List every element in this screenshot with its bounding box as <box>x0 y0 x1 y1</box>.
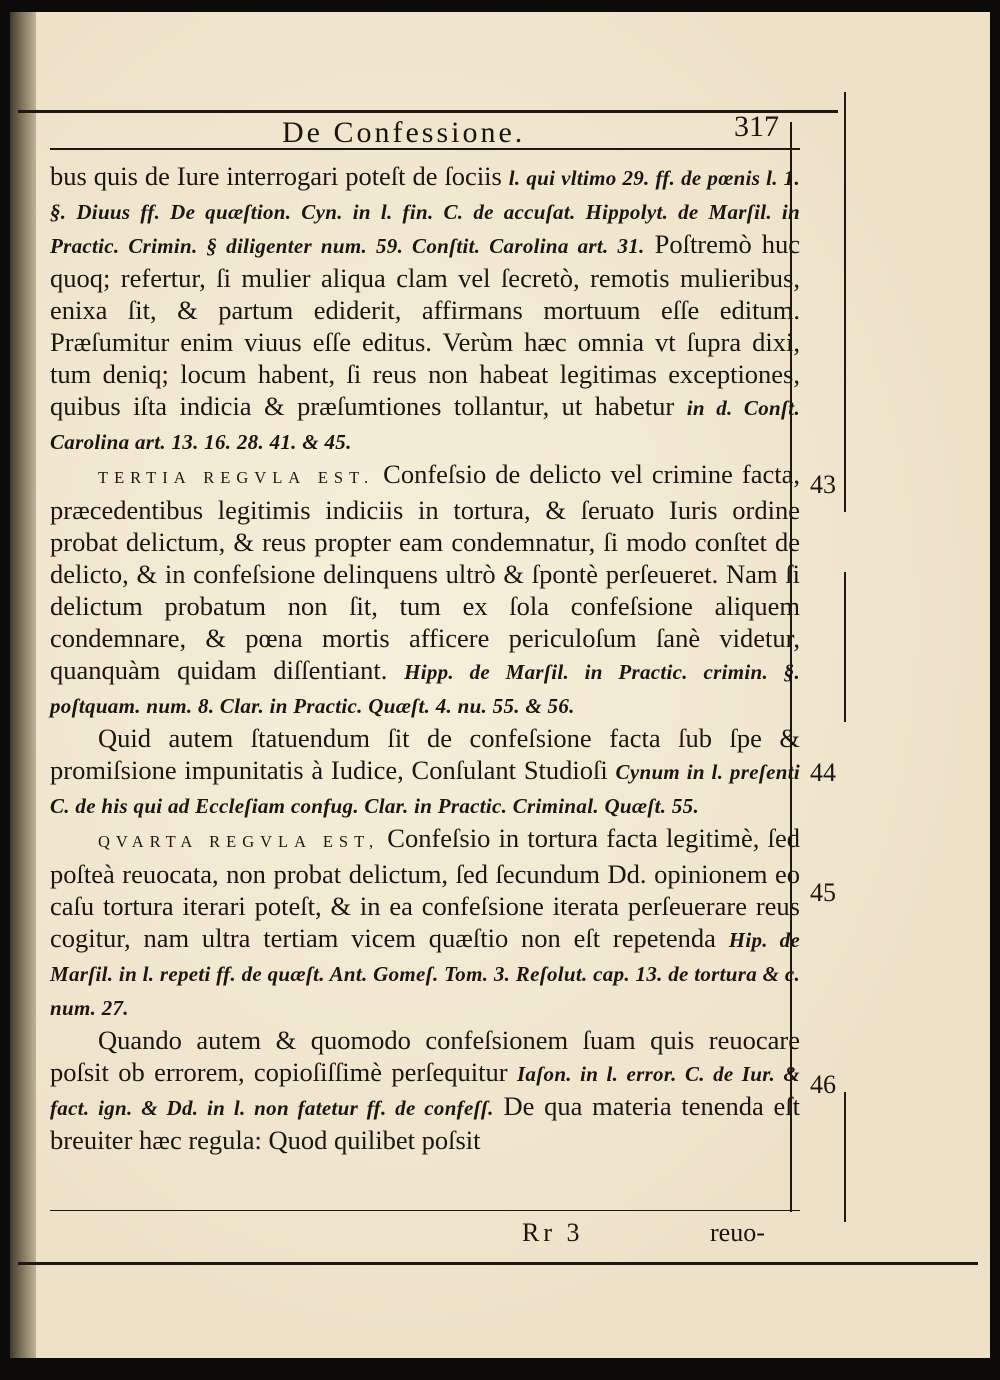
p2-citation: Hipp. de Marſil. in Practic. crimin. §. poſtquam. num. 8. Clar. in Practic. Quæſt. 4. nu. 55. & 56. <box>50 660 800 718</box>
margin-number-45: 45 <box>810 878 836 907</box>
footer-rule-lower <box>18 1262 978 1265</box>
p2-text: Confeſsio de delicto vel crimine facta, præcedentibus legitimis indiciis in tortura, & ſeruato Iuris ordine probat delictum, & reus propter eam condemnatur, ſi modo conſtet de delicto, & in confeſsione delinquens ultrò & ſpontè perſeueret. Nam ſi delictum probatum non ſit, tum ex ſola confeſsione aliquem condemnare, & pœna mortis afficere periculoſum ſanè videtur, quanquàm quidam diſſentiant. <box>50 459 800 685</box>
p4-text: Confeſsio in tortura facta legitimè, ſed poſteà reuocata, non probat delictum, ſed ſecundum Dd. opinionem eo caſu tortura iterari poteſt, & in ea confeſsione iterata perſeuerare reus cogitur, nam ultra tertiam vicem quæſtio non eſt repetenda <box>50 823 800 953</box>
margin-tick <box>844 1092 846 1222</box>
p3-citation: Cynum in l. preſenti C. de his qui ad Eccleſiam confug. Clar. in Practic. Criminal. Quæſt. 55. <box>50 760 800 818</box>
p5-citation: Iaſon. in l. error. C. de Iur. & fact. ign. & Dd. in l. non fatetur ff. de confeſſ. <box>50 1062 801 1120</box>
paragraph-1 <box>50 160 800 458</box>
p5-text: Quando autem & quomodo confeſsionem ſuam quis reuocare poſsit ob errorem, copioſiſſimè perſequitur <box>50 1025 800 1087</box>
paragraph-2 <box>50 458 800 722</box>
rule-heading-3: TERTIA REGVLA EST. <box>98 468 375 487</box>
p1-text-2: Poſtremò huc quoq; refertur, ſi mulier aliqua clam vel ſecretò, remotis mulieribus, enixa ſit, & partum ediderit, affirmans mortuum eſſe editum. Præſumitur enim viuus eſſe editus. Verùm hæc omnia vt ſupra dixi, tum deniq; locum habent, ſi reus non habeat legitimas exceptiones, quibus iſta indicia & præſumtiones tollantur, ut habetur <box>50 229 800 421</box>
p5-text-2: De qua materia tenenda eſt breuiter hæc regula: Quod quilibet poſsit <box>50 1091 801 1155</box>
margin-number-44: 44 <box>810 758 836 787</box>
paragraph-5 <box>50 1024 800 1156</box>
top-rule <box>18 110 838 113</box>
footer-rule-upper <box>50 1210 800 1211</box>
book-page <box>10 12 990 1358</box>
p1-citation: l. qui vltimo 29. ff. de pœnis l. 1. §. Diuus ff. De quæſtion. Cyn. in l. fin. C. de accuſat. Hippolyt. de Marſil. in Practic. Crimin. § diligenter num. 59. Conſtit. Carolina art. 31. <box>50 166 800 258</box>
margin-tick <box>844 92 846 512</box>
page-number: 317 <box>734 110 779 143</box>
paragraph-3 <box>50 722 800 822</box>
catchword: reuo- <box>710 1218 765 1247</box>
running-title: De Confessione. <box>282 116 526 149</box>
binding-edge <box>10 12 36 1358</box>
signature-mark: Rr 3 <box>522 1218 584 1247</box>
p3-text: Quid autem ſtatuendum ſit de confeſsione facta ſub ſpe & promiſsione impunitatis à Iudice, Conſulant Studioſi <box>50 723 800 785</box>
p1-citation-2: in d. Conſt. Carolina art. 13. 16. 28. 41. & 45. <box>50 396 800 454</box>
main-text <box>50 160 800 1156</box>
p4-citation: Hip. de Marſil. in l. repeti ff. de quæſt. Ant. Gomeſ. Tom. 3. Reſolut. cap. 13. de tortura & c. num. 27. <box>50 928 800 1020</box>
margin-tick <box>844 572 846 722</box>
p1-text: bus quis de Iure interrogari poteſt de ſociis <box>50 161 509 191</box>
margin-number-46: 46 <box>810 1070 836 1099</box>
rule-heading-4: QVARTA REGVLA EST, <box>98 832 380 851</box>
margin-number-43: 43 <box>810 470 836 499</box>
paragraph-4 <box>50 822 800 1024</box>
